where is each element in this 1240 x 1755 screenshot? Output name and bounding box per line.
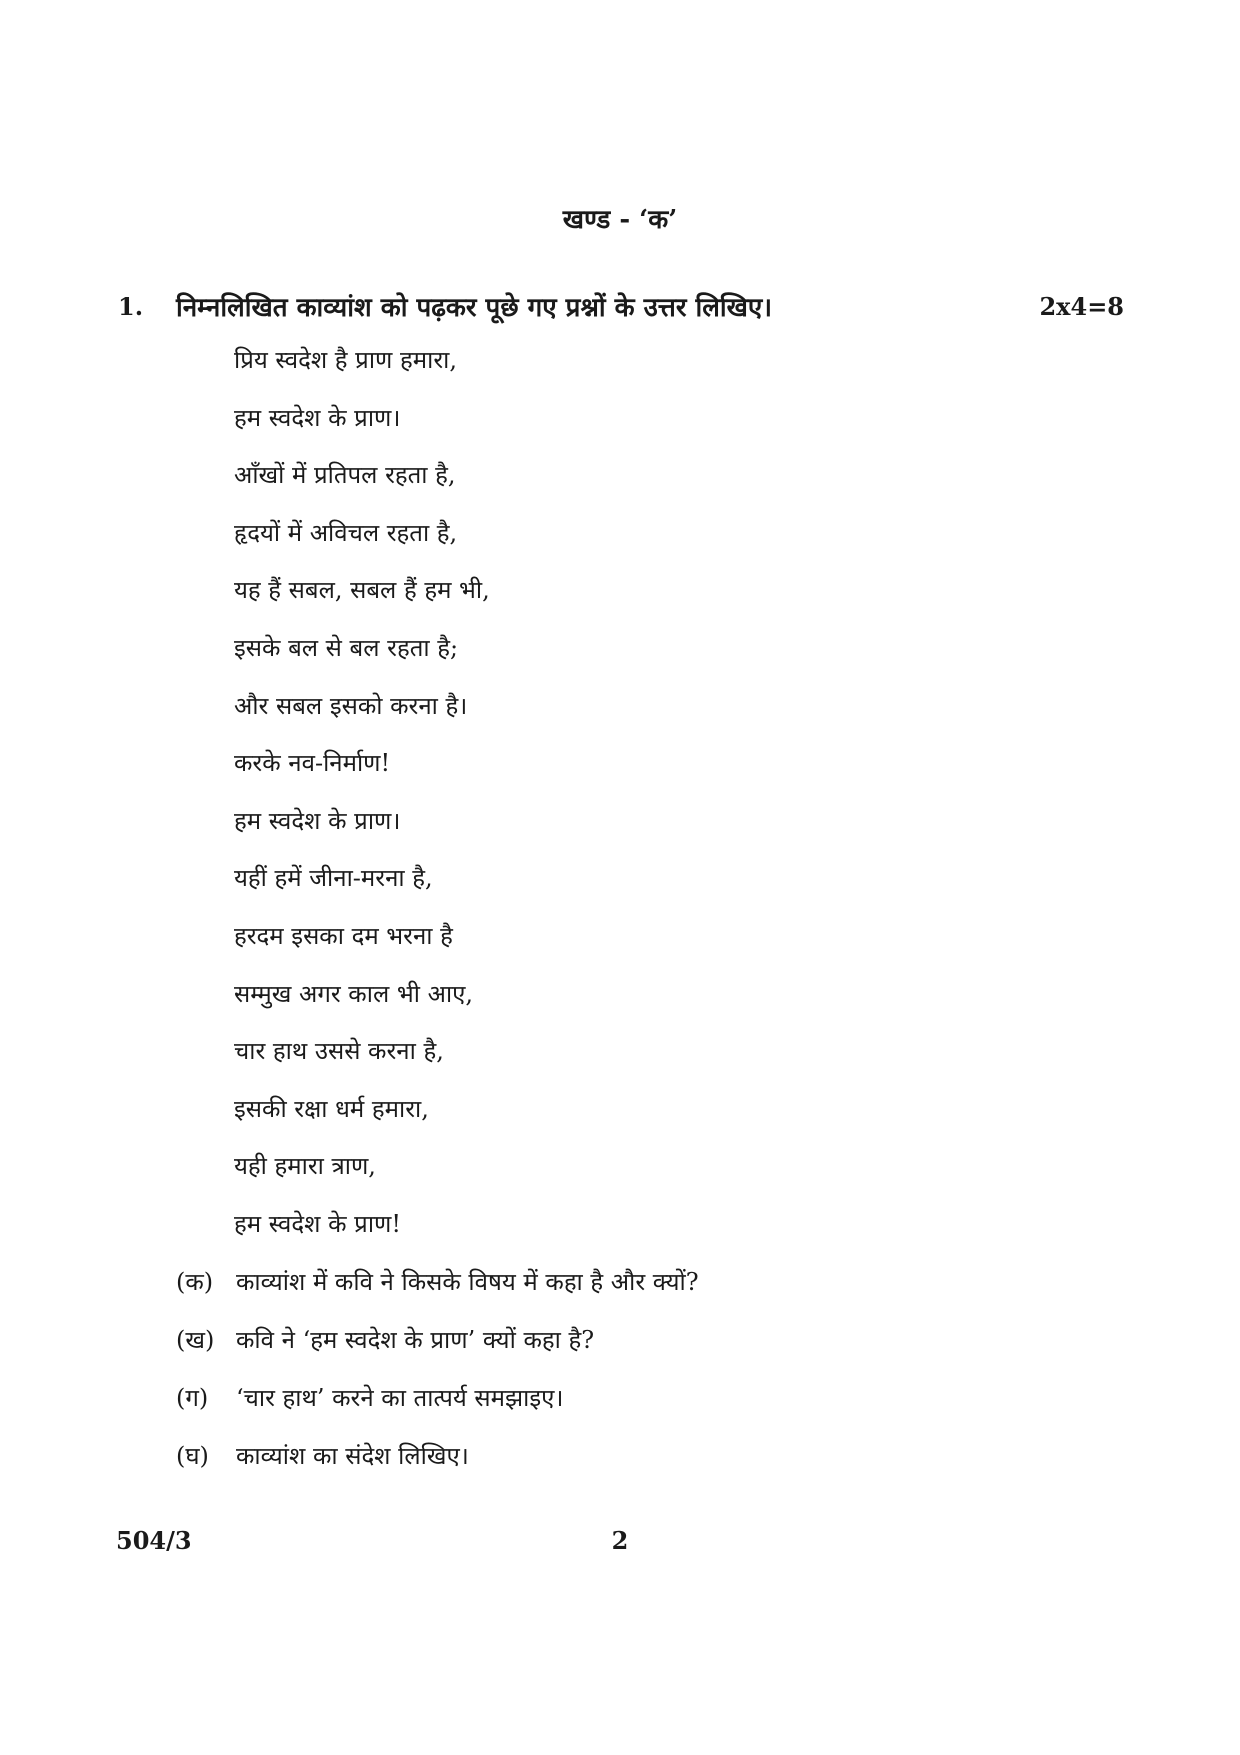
poem-line: प्रिय स्वदेश है प्राण हमारा, — [234, 346, 457, 374]
subquestion-text: काव्यांश में कवि ने किसके विषय में कहा है और क्यों? — [236, 1268, 699, 1296]
poem-line: चार हाथ उससे करना है, — [234, 1037, 444, 1066]
poem-line: और सबल इसको करना है। — [234, 691, 468, 720]
question-number: 1. — [118, 292, 144, 321]
question-marks: 2x4=8 — [1039, 292, 1124, 321]
paper-code: 504/3 — [116, 1526, 192, 1555]
poem-line: इसके बल से बल रहता है; — [234, 633, 459, 662]
poem-line: हम स्वदेश के प्राण! — [234, 1209, 402, 1238]
poem-line: यही हमारा त्राण, — [234, 1152, 376, 1181]
poem-line: इसकी रक्षा धर्म हमारा, — [234, 1094, 429, 1123]
subquestion-label: (क) — [176, 1268, 214, 1296]
section-heading: खण्ड - ‘क’ — [562, 205, 678, 235]
poem-line: हम स्वदेश के प्राण। — [234, 403, 401, 432]
subquestion-label: (ख) — [176, 1326, 215, 1354]
subquestion-item — [176, 1262, 699, 1320]
subquestion-label: (घ) — [176, 1442, 209, 1470]
question-instruction: निम्नलिखित काव्यांश को पढ़कर पूछे गए प्रश्नों के उत्तर लिखिए। — [176, 293, 773, 323]
poem-line: सम्मुख अगर काल भी आए, — [234, 979, 473, 1008]
subquestion-item — [176, 1378, 699, 1436]
subquestion-text: कवि ने ‘हम स्वदेश के प्राण’ क्यों कहा है? — [236, 1326, 595, 1354]
page-number: 2 — [611, 1526, 629, 1555]
poem-line: हम स्वदेश के प्राण। — [234, 806, 401, 835]
subquestion-label: (ग) — [176, 1384, 209, 1412]
subquestion-text: काव्यांश का संदेश लिखिए। — [236, 1442, 469, 1470]
subquestion-text: ‘चार हाथ’ करने का तात्पर्य समझाइए। — [236, 1384, 564, 1412]
poem-line: हृदयों में अविचल रहता है, — [234, 518, 458, 547]
poem-stanza — [234, 340, 490, 1262]
subquestion-list — [176, 1262, 699, 1494]
poem-line: यहीं हमें जीना-मरना है, — [234, 864, 433, 893]
subquestion-item — [176, 1320, 699, 1378]
poem-line: यह हैं सबल, सबल हैं हम भी, — [234, 576, 490, 605]
subquestion-item — [176, 1436, 699, 1494]
poem-line: हरदम इसका दम भरना है — [234, 921, 453, 950]
poem-line: करके नव-निर्माण! — [234, 749, 391, 778]
poem-line: आँखों में प्रतिपल रहता है, — [234, 461, 456, 490]
